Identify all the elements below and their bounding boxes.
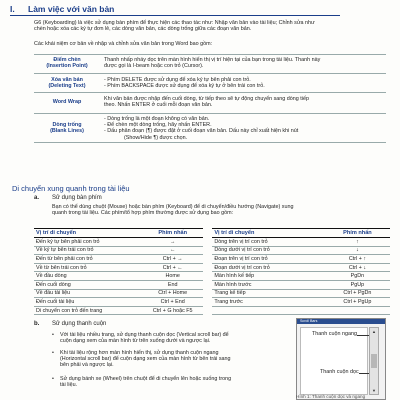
figure-document-area	[300, 327, 368, 395]
table-cell-position: Về từ bên trái con trỏ	[34, 263, 143, 272]
table-gap	[203, 255, 213, 264]
table-header: Vị trí di chuyển	[34, 229, 143, 238]
desc-line: theo. Nhấn ENTER ở cuối mỗi đoạn văn bản.	[104, 102, 213, 109]
table-header: Phím nhấn	[143, 229, 203, 238]
table-cell-position: Về đầu tài liệu	[34, 289, 143, 298]
intro-line: G6 (Keyboarding) là việc sử dụng bàn phím để thực hiện các thao tác như: Nhập văn bản vào tài liệu; Chỉnh sửa như	[34, 20, 315, 26]
table-row	[34, 263, 390, 272]
bullet-line: cuộn dạng xem của màn hình từ trên xuống dưới và ngược lại.	[60, 338, 211, 345]
figure-pointer-line	[357, 335, 369, 336]
text-line: Bạn có thể dùng chuột (Mouse) hoặc bàn phím (Keyboard) để di chuyển/điều hướng (Navigate) xung	[52, 204, 294, 210]
bullet-dot: •	[52, 332, 54, 338]
figure-label-horizontal: Thanh cuộn ngang	[312, 331, 357, 337]
table-gap	[203, 238, 213, 247]
table-gap	[203, 246, 213, 255]
subsection-b-marker: b.	[34, 321, 40, 327]
table-row	[34, 289, 390, 298]
intro-paragraph	[34, 20, 315, 32]
scroll-up-arrow-icon[interactable]: ▲	[372, 329, 376, 334]
term-line: Điểm chèn	[53, 57, 81, 63]
desc-line: được gọi là I-beam hoặc con trỏ (Cursor).	[104, 63, 204, 70]
section-number: I.	[10, 4, 15, 14]
term-line: Dòng trống	[52, 122, 82, 128]
table-row	[34, 246, 390, 255]
table-gap	[203, 280, 213, 289]
scrollbar-figure	[296, 318, 386, 400]
definition-row	[34, 54, 386, 74]
table-cell-key: Ctrl + ↑	[325, 255, 390, 264]
definition-row	[34, 74, 386, 93]
table-header: Phím nhấn	[325, 229, 390, 238]
table-cell-position	[212, 306, 325, 315]
figure-pointer-line	[359, 373, 369, 374]
figure-title-bar	[297, 319, 385, 324]
table-cell-position: Đến ký tự bên phải con trỏ	[34, 238, 143, 247]
table-gap	[203, 289, 213, 298]
bullet-line: bên phải và ngược lại.	[60, 362, 114, 369]
term-line: Xóa văn bản	[51, 77, 83, 83]
table-cell-position: Dòng trên vị trí con trỏ	[212, 238, 325, 247]
figure-window-title: Scroll Bars	[300, 319, 318, 323]
table-cell-key: PgDn	[325, 272, 390, 281]
bullet-line: Với tài liệu nhiều trang, sử dụng thanh cuộn dọc (Vertical scroll bar) để	[60, 332, 229, 338]
table-header-row	[34, 229, 390, 238]
scroll-thumb[interactable]	[371, 354, 377, 368]
table-gap	[203, 263, 213, 272]
section-rule	[10, 15, 340, 16]
subsection-a-marker: a.	[34, 195, 40, 201]
table-row	[34, 272, 390, 281]
table-cell-key	[325, 306, 390, 315]
term-line: (Insertion Point)	[46, 63, 88, 70]
table-cell-key: Ctrl + G hoặc F5	[143, 306, 203, 315]
table-cell-key: ←	[143, 246, 203, 255]
table-cell-position: Về đầu dòng	[34, 272, 143, 281]
table-cell-key: Ctrl + ↓	[325, 263, 390, 272]
desc-line: - Dấu phân đoạn (¶) được đặt ở cuối đoạn văn bản. Dấu này chỉ xuất hiện khi nút	[104, 128, 299, 135]
table-cell-key: Ctrl + PgDn	[325, 289, 390, 298]
table-gap	[203, 272, 213, 281]
table-cell-key: PgUp	[325, 280, 390, 289]
table-gap	[203, 298, 213, 307]
table-cell-key: Ctrl + Home	[143, 289, 203, 298]
bullet-dot: •	[52, 376, 54, 382]
table-cell-key: Ctrl + →	[143, 255, 203, 264]
table-cell-key: ↓	[325, 246, 390, 255]
scroll-down-arrow-icon[interactable]: ▼	[372, 388, 376, 393]
table-cell-position: Đến cuối dòng	[34, 280, 143, 289]
term-line: Word Wrap	[52, 99, 82, 105]
keyboard-navigation-table	[34, 228, 390, 315]
desc-line: - Dòng trống là một đoạn không có văn bản.	[104, 116, 210, 122]
definitions-table	[34, 54, 386, 143]
desc-line: Khi văn bản được nhập đến cuối dòng, từ tiếp theo sẽ tự động chuyển sang dòng tiếp	[104, 96, 309, 102]
table-row	[34, 306, 390, 315]
table-cell-position: Đến cuối tài liệu	[34, 298, 143, 307]
term-line: (Blank Lines)	[50, 128, 84, 135]
definition-term	[34, 99, 100, 105]
bullet-line: Khi tài liệu rộng hơn màn hình hiển thị, sử dụng thanh cuộn ngang	[60, 350, 219, 356]
table-row	[34, 238, 390, 247]
definition-term	[34, 57, 100, 69]
table-cell-key: →	[143, 238, 203, 247]
text-line: quanh trong tài liệu. Các phím/tổ hợp phím thường được sử dụng bao gồm:	[52, 210, 234, 217]
subsection-a-title: Sử dụng bàn phím	[52, 195, 102, 201]
desc-line: - Để chèn một dòng trống, hãy nhấn ENTER.	[104, 122, 212, 129]
definition-desc	[104, 77, 384, 89]
intro-line: chèn hoặc xóa các ký tự đơn lẻ, các dòng văn bản, các dòng trống giữa các đoạn văn bản.	[34, 26, 252, 33]
bullet-line: (Horizontal scroll bar) để cuộn dạng xem của màn hình từ bên trái sang	[60, 356, 231, 363]
desc-line: - Phím DELETE được sử dụng để xóa ký tự bên phải con trỏ.	[104, 77, 251, 83]
definition-row	[34, 114, 386, 143]
bullet-line: tài liệu.	[60, 382, 78, 389]
desc-line: Thanh nhấp nháy dọc trên màn hình hiển thị vị trí hiện tại của bạn trong tài liệu. Thanh này	[104, 57, 321, 63]
definition-row	[34, 93, 386, 114]
table-gap	[203, 306, 213, 315]
desc-line: (Show/Hide ¶) được chọn.	[124, 134, 188, 141]
table-row	[34, 255, 390, 264]
table-gap	[203, 229, 213, 238]
bullet-line: Sử dụng bánh xe (Wheel) trên chuột để di chuyển lên hoặc xuống trong	[60, 376, 232, 382]
figure-caption: Hình 1: Thanh cuộn dọc và ngang	[296, 394, 366, 399]
vertical-scrollbar[interactable]	[369, 327, 379, 395]
table-cell-key: ↑	[325, 238, 390, 247]
table-row	[34, 298, 390, 307]
table-cell-key: Ctrl + End	[143, 298, 203, 307]
table-cell-position: Dòng dưới vị trí con trỏ	[212, 246, 325, 255]
table-cell-key: Home	[143, 272, 203, 281]
figure-label-vertical: Thanh cuộn dọc	[320, 369, 359, 375]
table-cell-position: Màn hình trước	[212, 280, 325, 289]
table-cell-position: Về ký tự bên trái con trỏ	[34, 246, 143, 255]
concepts-line: Các khái niệm cơ bản về nhập và chỉnh sửa văn bản trong Word bao gồm:	[34, 41, 213, 47]
desc-line: - Phím BACKSPACE được sử dụng để xóa ký tự ở bên trái con trỏ.	[104, 83, 265, 90]
table-cell-position: Đoạn trên vị trí con trỏ	[212, 255, 325, 264]
table-cell-position: Đến từ bên phải con trỏ	[34, 255, 143, 264]
section-title	[10, 4, 114, 14]
table-cell-key: Ctrl + PgUp	[325, 298, 390, 307]
term-line: (Deleting Text)	[48, 83, 86, 90]
table-cell-position: Đoạn dưới vị trí con trỏ	[212, 263, 325, 272]
subsection-b-title: Sử dụng thanh cuộn	[52, 321, 107, 327]
definition-desc	[104, 96, 384, 108]
table-header: Vị trí di chuyển	[212, 229, 325, 238]
definition-term	[34, 122, 100, 134]
table-cell-position: Di chuyển con trỏ đến trang	[34, 306, 143, 315]
table-cell-key: End	[143, 280, 203, 289]
table-cell-key: Ctrl + ←	[143, 263, 203, 272]
subsection-a-text	[52, 204, 293, 216]
section-title-text: Làm việc với văn bản	[28, 4, 115, 14]
table-cell-position: Trang trước	[212, 298, 325, 307]
table-row	[34, 280, 390, 289]
navigation-title: Di chuyển xung quanh trong tài liệu	[12, 184, 130, 193]
table-cell-position: Màn hình kế tiếp	[212, 272, 325, 281]
definition-term	[34, 77, 100, 89]
definition-desc	[104, 116, 384, 141]
table-cell-position: Trang kế tiếp	[212, 289, 325, 298]
bullet-dot: •	[52, 350, 54, 356]
definition-desc	[104, 57, 384, 69]
